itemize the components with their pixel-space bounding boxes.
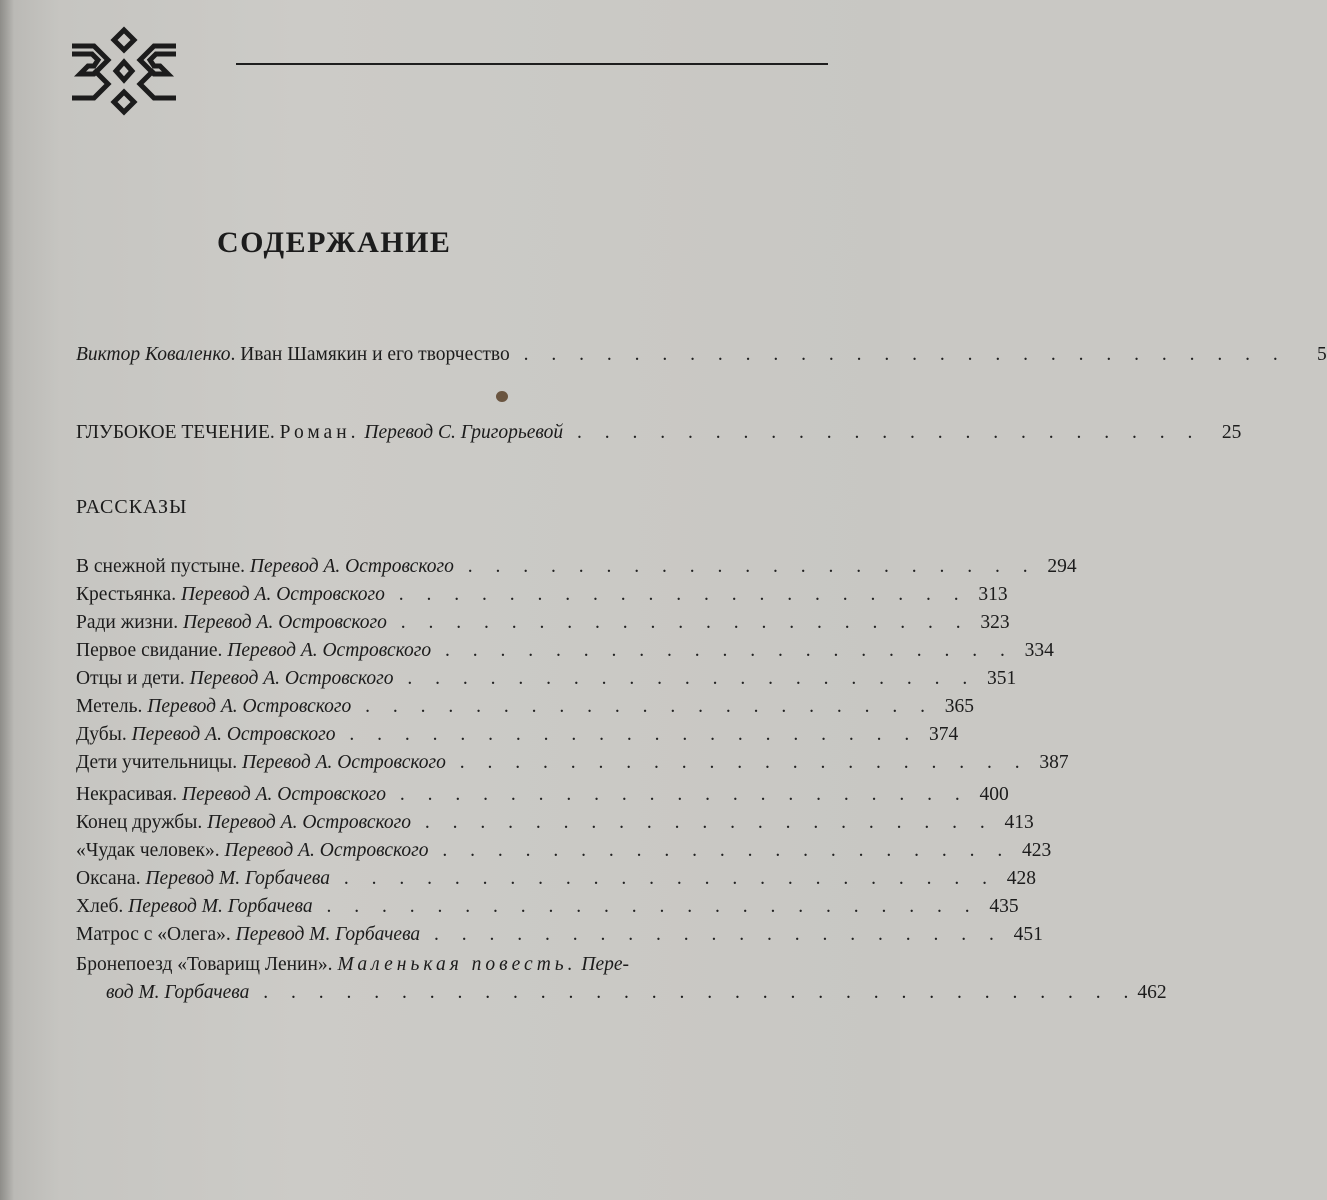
page-number: 313 bbox=[978, 584, 1008, 605]
toc-entry-story[interactable] bbox=[76, 868, 1036, 896]
entry-line-1 bbox=[76, 954, 828, 982]
leader-dots: . . . . . . . . . . . . . . . . . . . . . . . . bbox=[312, 896, 979, 917]
page-number: 462 bbox=[1137, 982, 1167, 1003]
entry-title: «Чудак человек». bbox=[76, 840, 220, 861]
leader-dots: . . . . . . . . . . . . . . . . . . . . . bbox=[420, 924, 1003, 945]
belarusian-ornament-icon bbox=[66, 26, 182, 116]
entry-title: ГЛУБОКОЕ ТЕЧЕНИЕ. bbox=[76, 422, 275, 443]
toc-entry-story[interactable] bbox=[76, 812, 1034, 840]
entry-title: В снежной пустыне. bbox=[76, 556, 246, 577]
entry-title: Дубы. bbox=[76, 724, 127, 745]
page-number: 423 bbox=[1021, 840, 1052, 861]
entry-translator: Перевод А. Островского bbox=[182, 784, 386, 805]
toc-entry-story[interactable] bbox=[76, 724, 959, 752]
entry-title: Матрос с «Олега». bbox=[76, 924, 231, 945]
entry-title: Дети учительницы. bbox=[76, 752, 238, 773]
page-number: 400 bbox=[979, 784, 1009, 805]
toc-entry-story[interactable] bbox=[76, 584, 1008, 612]
page-number: 387 bbox=[1039, 752, 1069, 773]
entry-translator: Перевод А. Островского bbox=[180, 584, 385, 605]
leader-dots: . . . . . . . . . . . . . . . . . . . . . bbox=[445, 752, 1029, 773]
entry-title: Первое свидание. bbox=[76, 640, 223, 661]
ink-stain bbox=[496, 391, 508, 402]
entry-title: Оксана. bbox=[76, 868, 141, 889]
page-number: 374 bbox=[929, 724, 959, 745]
leader-dots: . . . . . . . . . . . . . . . . . . . . . bbox=[453, 556, 1037, 577]
page-number: 334 bbox=[1024, 640, 1054, 661]
entry-genre: Маленькая повесть. bbox=[337, 954, 577, 975]
entry-line-2 bbox=[76, 982, 1167, 1010]
entry-title: Ради жизни. bbox=[76, 612, 179, 633]
header-rule bbox=[236, 63, 828, 65]
contents-heading: СОДЕРЖАНИЕ bbox=[217, 226, 452, 259]
leader-dots: . . . . . . . . . . . . . . . . . . . . . bbox=[393, 668, 977, 689]
leader-dots: . . . . . . . . . . . . . . . . . . . . . . . . bbox=[329, 868, 996, 889]
leader-dots: . . . . . . . . . . . . . . . . . . . . . bbox=[386, 612, 970, 633]
leader-dots: . . . . . . . . . . . . . . . . . . . . . bbox=[431, 640, 1014, 661]
leader-dots: . . . . . . . . . . . . . . . . . . . . . bbox=[351, 696, 934, 717]
entry-title: Иван Шамякин и его творчество bbox=[240, 344, 510, 365]
toc-entry-story[interactable] bbox=[76, 896, 1019, 924]
page-number: 294 bbox=[1047, 556, 1077, 577]
entry-title: Хлеб. bbox=[76, 896, 124, 917]
page-number: 25 bbox=[1221, 422, 1242, 443]
entry-translator-part2: вод М. Горбачева bbox=[106, 982, 250, 1003]
entry-translator: Перевод А. Островского bbox=[227, 640, 432, 661]
toc-entry-story[interactable] bbox=[76, 924, 1043, 952]
entry-translator: Перевод С. Григорьевой bbox=[364, 422, 564, 443]
page-number: 323 bbox=[980, 612, 1010, 633]
leader-dots: . . . . . . . . . . . . . . . . . . . . . bbox=[335, 724, 919, 745]
leader-dots: . . . . . . . . . . . . . . . . . . . . . bbox=[384, 584, 968, 605]
toc-entry-last-story[interactable] bbox=[76, 954, 1167, 1010]
page-number: 435 bbox=[989, 896, 1019, 917]
entry-translator: Перевод А. Островского bbox=[147, 696, 352, 717]
entry-title: Бронепоезд «Товарищ Ленин». bbox=[76, 954, 333, 975]
entry-translator: Перевод А. Островского bbox=[131, 724, 336, 745]
entry-translator-part1: Пере- bbox=[581, 954, 630, 975]
toc-entry-intro[interactable]: Виктор Коваленко. Иван Шамякин и его творчество . . . . . . . . . . . . . . . . . . . . . . . . . . . . 5 bbox=[76, 344, 1327, 365]
toc-entry-story[interactable] bbox=[76, 752, 1069, 780]
entry-translator: Перевод А. Островского bbox=[207, 812, 412, 833]
entry-title: Конец дружбы. bbox=[76, 812, 203, 833]
leader-dots: . . . . . . . . . . . . . . . . . . . . . bbox=[428, 840, 1012, 861]
leader-dots: . . . . . . . . . . . . . . . . . . . . . . . bbox=[563, 422, 1202, 443]
entry-title: Некрасивая. bbox=[76, 784, 178, 805]
toc-entry-story[interactable] bbox=[76, 840, 1052, 868]
toc-entry-story[interactable] bbox=[76, 640, 1054, 668]
leader-dots: . . . . . . . . . . . . . . . . . . . . . bbox=[411, 812, 994, 833]
page-number: 5 bbox=[1316, 344, 1327, 365]
entry-title: Метель. bbox=[76, 696, 143, 717]
entry-translator: Перевод А. Островского bbox=[182, 612, 387, 633]
entry-translator: Перевод А. Островского bbox=[249, 556, 454, 577]
entry-title: Отцы и дети. bbox=[76, 668, 185, 689]
leader-dots: . . . . . . . . . . . . . . . . . . . . . bbox=[385, 784, 969, 805]
entry-translator: Перевод М. Горбачева bbox=[145, 868, 330, 889]
toc-entry-story[interactable] bbox=[76, 696, 974, 724]
toc-entry-story[interactable] bbox=[76, 612, 1010, 640]
page-number: 413 bbox=[1004, 812, 1034, 833]
entry-translator: Перевод А. Островского bbox=[241, 752, 446, 773]
toc-entry-story[interactable] bbox=[76, 784, 1009, 812]
toc-entry-story[interactable] bbox=[76, 668, 1017, 696]
spine-shadow bbox=[0, 0, 14, 1200]
entry-translator: Перевод А. Островского bbox=[189, 668, 394, 689]
leader-dots: . . . . . . . . . . . . . . . . . . . . . . . . . . . . bbox=[509, 344, 1287, 365]
section-title-stories: РАССКАЗЫ bbox=[76, 496, 188, 518]
entry-translator: Перевод М. Горбачева bbox=[128, 896, 313, 917]
toc-entry-novel[interactable] bbox=[76, 422, 1242, 450]
entry-translator: Перевод А. Островского bbox=[224, 840, 429, 861]
leader-dots: . . . . . . . . . . . . . . . . . . . . . . . . . . . . . . . . bbox=[249, 982, 1138, 1003]
page-number: 351 bbox=[987, 668, 1017, 689]
entry-genre: Роман. bbox=[279, 422, 360, 443]
page-number: 428 bbox=[1006, 868, 1036, 889]
entry-author: Виктор Коваленко bbox=[76, 344, 231, 365]
page-number: 451 bbox=[1013, 924, 1043, 945]
page-number: 365 bbox=[944, 696, 974, 717]
entry-translator: Перевод М. Горбачева bbox=[235, 924, 421, 945]
entry-title: Крестьянка. bbox=[76, 584, 177, 605]
toc-entry-story[interactable] bbox=[76, 556, 1077, 584]
